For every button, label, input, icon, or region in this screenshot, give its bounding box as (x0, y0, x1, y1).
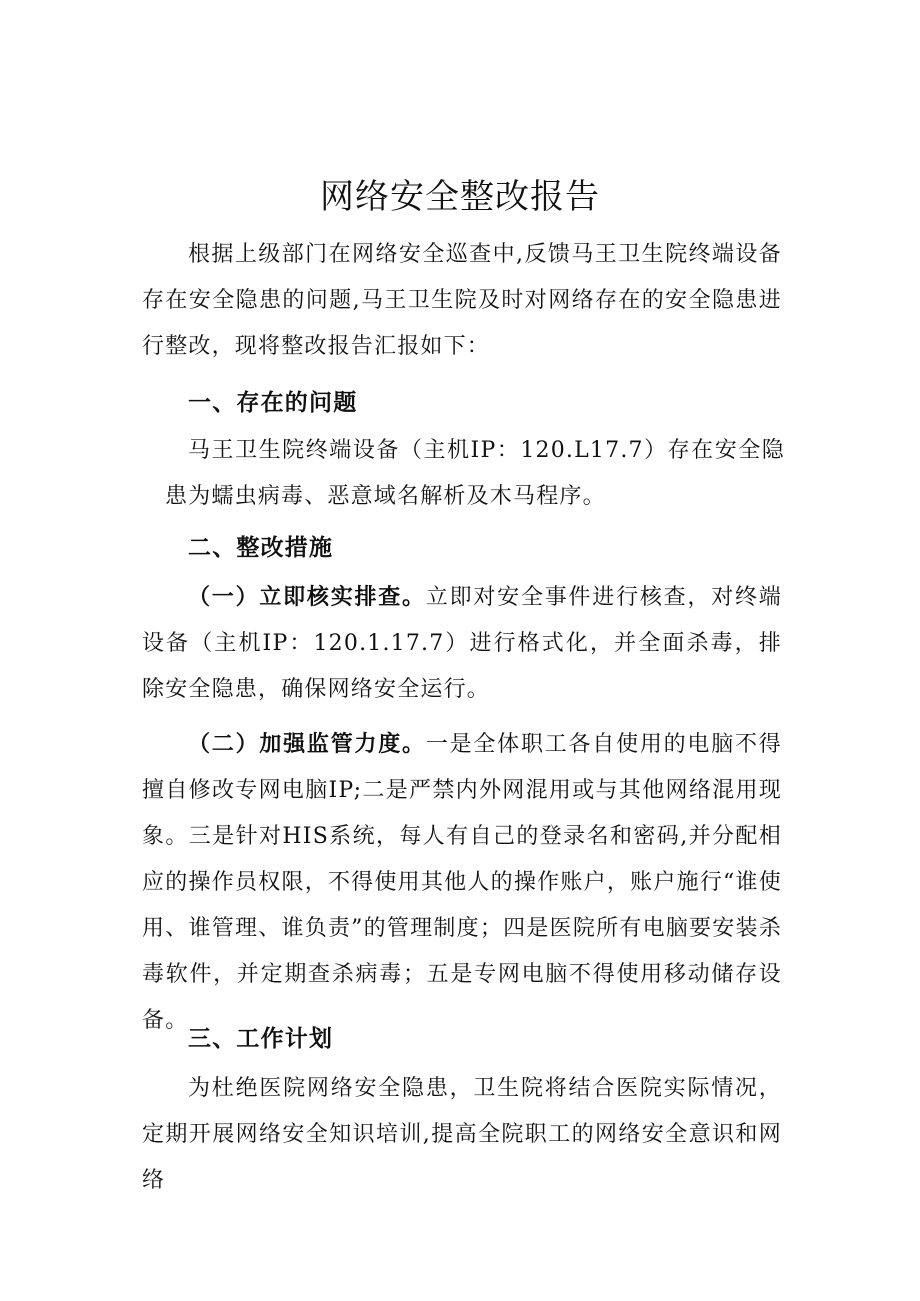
measure-item-1-lead: （一）立即核实排查。 (188, 585, 426, 610)
measure-item-2-body: 一是全体职工各自使用的电脑不得擅自修改专网电脑IP;二是严禁内外网混用或与其他网络混用现象。三是针对HIS系统，每人有自己的登录名和密码,并分配相应的操作员权限，不得使用其他人的操作账户，账户施行“谁使用、谁管理、谁负责”的管理制度；四是医院所有电脑要安装杀毒软件，并定期查杀病毒；五是专网电脑不得使用移动储存设备。 (142, 732, 782, 1033)
problems-paragraph: 马王卫生院终端设备（主机IP：120.L17.7）存在安全隐患为蠕虫病毒、恶意域名解析及木马程序。 (165, 438, 785, 509)
section-heading-plan: 三、工作计划 (188, 1026, 334, 1052)
measure-item-2 (142, 722, 782, 1044)
measure-item-1 (142, 575, 782, 713)
plan-paragraph: 为杜绝医院网络安全隐患，卫生院将结合医院实际情况，定期开展网络安全知识培训,提高全院职工的网络安全意识和网络 (142, 1076, 782, 1193)
section-heading-measures: 二、整改措施 (188, 535, 334, 561)
measure-item-2-lead: （二）加强监管力度。 (188, 732, 426, 757)
section-heading-problems: 一、存在的问题 (188, 390, 358, 416)
measure-item-1-body: 立即对安全事件进行核查，对终端设备（主机IP：120.1.17.7）进行格式化，并全面杀毒，排除安全隐患，确保网络安全运行。 (142, 585, 782, 702)
intro-paragraph: 根据上级部门在网络安全巡查中,反馈马王卫生院终端设备存在安全隐患的问题,马王卫生院及时对网络存在的安全隐患进行整改，现将整改报告汇报如下： (142, 242, 782, 359)
document-title: 网络安全整改报告 (320, 177, 600, 217)
